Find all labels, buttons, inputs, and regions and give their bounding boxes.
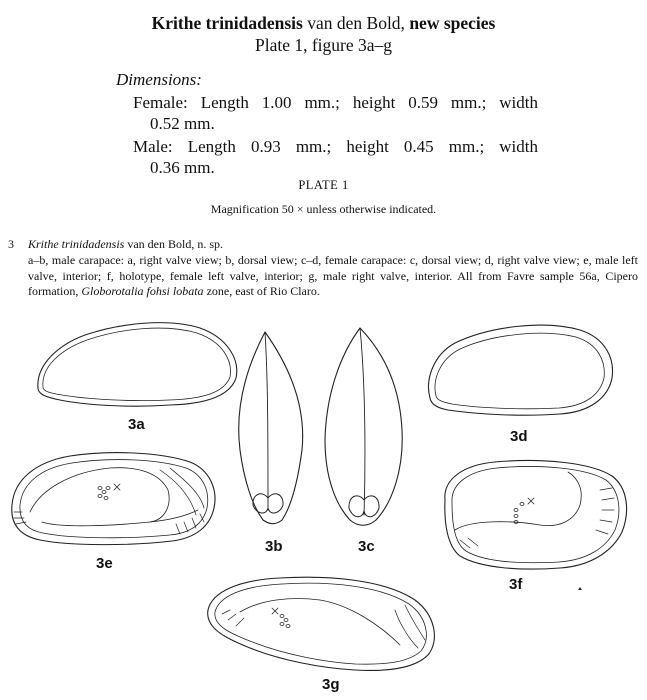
caption-body-end: zone, east of Rio Claro. bbox=[203, 284, 320, 298]
caption-zone-name: Globorotalia fohsi lobata bbox=[81, 284, 204, 298]
male-dimensions-line2: 0.36 mm. bbox=[150, 158, 215, 177]
species-name: Krithe trinidadensis bbox=[151, 13, 303, 33]
figure-label-3c: 3c bbox=[358, 538, 375, 555]
caption-species: Krithe trinidadensis bbox=[28, 237, 125, 251]
figure-3c-dorsal-view bbox=[325, 328, 402, 525]
caption-species-author: van den Bold, n. sp. bbox=[124, 237, 224, 251]
plate-mark bbox=[578, 587, 582, 590]
figure-label-3g: 3g bbox=[322, 676, 340, 693]
plate-title: PLATE 1 bbox=[298, 178, 349, 192]
figure-label-3b: 3b bbox=[265, 538, 283, 555]
male-dimensions-line1: Male: Length 0.93 mm.; height 0.45 mm.; width bbox=[133, 137, 538, 156]
figure-3d-right-valve bbox=[429, 325, 613, 415]
female-dimensions-line1: Female: Length 1.00 mm.; height 0.59 mm.; width bbox=[133, 93, 538, 112]
female-dimensions-line2: 0.52 mm. bbox=[150, 114, 215, 133]
figure-3a-right-valve bbox=[38, 323, 237, 407]
caption-number: 3 bbox=[8, 237, 14, 251]
figure-label-3d: 3d bbox=[510, 428, 528, 445]
figure-label-3a: 3a bbox=[128, 416, 145, 433]
caption-body-text: a–b, male carapace: a, right valve view; b, dorsal view; c–d, female carapace: c, dorsal view; d, right valve view; e, male left valve, interior; f, holotype, female left valve, interior; g, male right valve, interior. All from Favre sample 56a, Cipero formation, bbox=[28, 253, 638, 298]
species-status: new species bbox=[409, 13, 496, 33]
figure-3f-left-valve-interior bbox=[445, 461, 627, 570]
author: van den Bold, bbox=[307, 13, 405, 33]
figure-3g-right-valve-interior bbox=[208, 577, 435, 670]
figure-label-3e: 3e bbox=[96, 555, 113, 572]
figure-3b-dorsal-view bbox=[239, 332, 303, 524]
plate-reference: Plate 1, figure 3a–g bbox=[254, 35, 393, 55]
figure-3e-left-valve-interior bbox=[12, 453, 215, 545]
dimensions-heading: Dimensions: bbox=[116, 70, 202, 89]
magnification-note: Magnification 50 × unless otherwise indicated. bbox=[210, 202, 437, 216]
figure-label-3f: 3f bbox=[509, 576, 523, 593]
